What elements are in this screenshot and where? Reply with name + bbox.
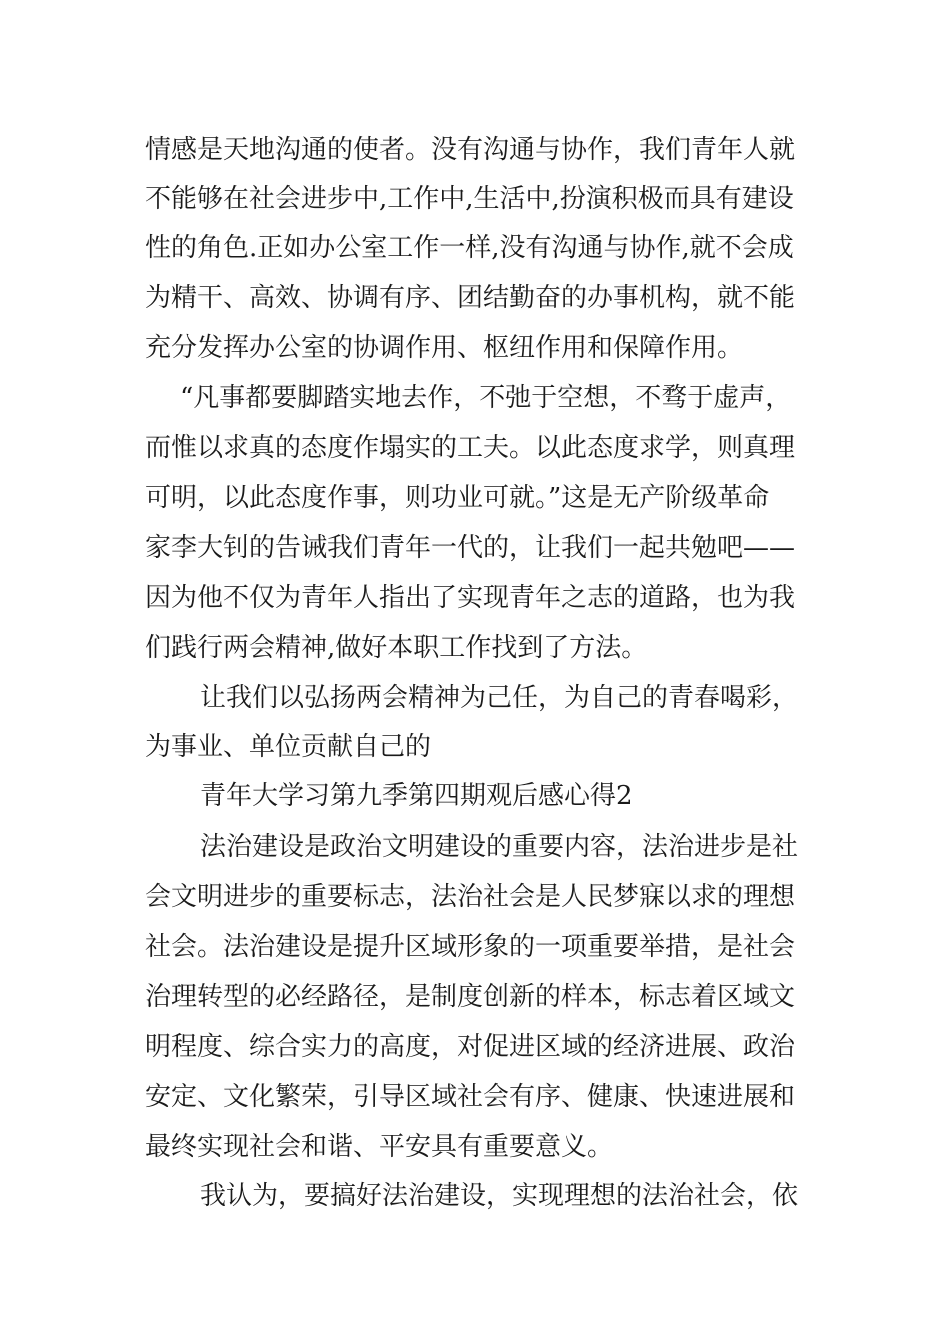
paragraph-5-line-6: 安定、文化繁荣，引导区域社会有序、健康、快速进展和: [145, 1082, 796, 1112]
paragraph-5-line-3: 社会。法治建设是提升区域形象的一项重要举措，是社会: [145, 932, 796, 962]
paragraph-1-line-5: 充分发挥办公室的协调作用、枢纽作用和保障作用。: [145, 333, 744, 363]
paragraph-5-line-1: 法治建设是政治文明建设的重要内容，法治进步是社: [200, 832, 799, 862]
paragraph-2-line-4: 家李大钊的告诫我们青年一代的，让我们一起共勉吧——: [145, 533, 796, 563]
paragraph-1-line-2: 不能够在社会进步中,工作中,生活中,扮演积极而具有建设: [145, 184, 794, 214]
paragraph-3-line-1: 让我们以弘扬两会精神为己任，为自己的青春喝彩，: [200, 683, 799, 713]
paragraph-2-line-2: 而惟以求真的态度作塌实的工夫。以此态度求学，则真理: [145, 433, 796, 463]
paragraph-5-line-7: 最终实现社会和谐、平安具有重要意义。: [145, 1132, 614, 1162]
paragraph-3-line-2: 为事业、单位贡献自己的: [145, 732, 432, 762]
paragraph-5-line-2: 会文明进步的重要标志，法治社会是人民梦寐以求的理想: [145, 882, 796, 912]
paragraph-1-line-1: 情感是天地沟通的使者。没有沟通与协作，我们青年人就: [145, 135, 796, 165]
paragraph-1-line-4: 为精干、高效、协调有序、团结勤奋的办事机构，就不能: [145, 283, 796, 313]
paragraph-1-line-3: 性的角色.正如办公室工作一样,没有沟通与协作,就不会成: [145, 233, 794, 263]
paragraph-5-line-4: 治理转型的必经路径，是制度创新的样本，标志着区域文: [145, 982, 796, 1012]
paragraph-2-line-5: 因为他不仅为青年人指出了实现青年之志的道路，也为我: [145, 583, 796, 613]
paragraph-5-line-5: 明程度、综合实力的高度，对促进区域的经济进展、政治: [145, 1032, 796, 1062]
paragraph-2-line-6: 们践行两会精神,做好本职工作找到了方法。: [145, 633, 648, 663]
paragraph-2-line-3: 可明，以此态度作事，则功业可就。”这是无产阶级革命: [145, 483, 770, 513]
paragraph-2-line-1: “凡事都要脚踏实地去作，不弛于空想，不骛于虚声，: [180, 383, 792, 413]
section-heading: 青年大学习第九季第四期观后感心得2: [200, 781, 633, 811]
paragraph-6-line-1: 我认为，要搞好法治建设，实现理想的法治社会，依: [200, 1181, 799, 1211]
